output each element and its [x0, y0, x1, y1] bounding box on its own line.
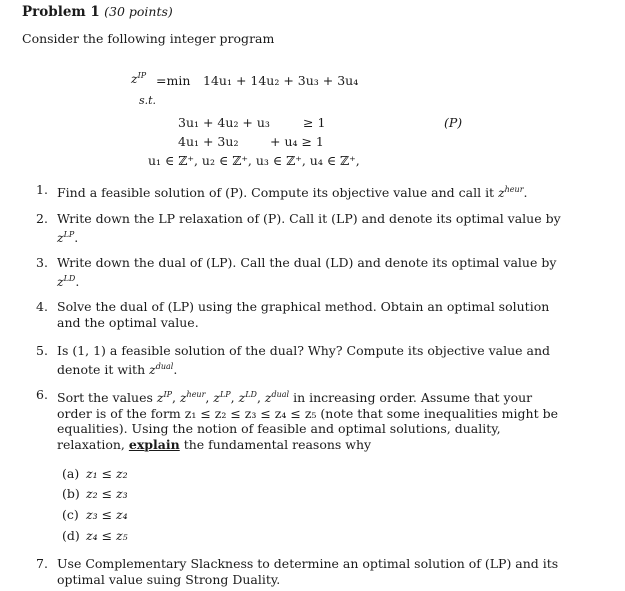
problem-number: Problem 1	[22, 4, 100, 20]
objective-min: =min	[156, 73, 191, 88]
constraint-1-lhs: 3u₁ + 4u₂ + u₃	[178, 115, 270, 130]
intro-text: Consider the following integer program	[22, 31, 275, 46]
item-text: Use Complementary Slackness to determine an optimal solution of (LP) and its optimal value suing Strong Duality.	[57, 556, 559, 587]
sub-item: (b) z₂ ≤ z₃	[62, 486, 128, 501]
integrality-constraints: u₁ ∈ ℤ⁺, u₂ ∈ ℤ⁺, u₃ ∈ ℤ⁺, u₄ ∈ ℤ⁺,	[148, 153, 360, 168]
sub-item: (d) z₄ ≤ z₅	[62, 528, 128, 543]
explain-keyword: explain	[128, 436, 180, 452]
constraint-2-rhs: + u₄ ≥ 1	[270, 134, 324, 149]
item-text: Solve the dual of (LP) using the graphical method. Obtain an optimal solution and the optimal value.	[57, 299, 550, 330]
problem-title	[22, 4, 173, 20]
item-text: Find a feasible solution of (P). Compute its objective value and call it $z^{heur}$.	[57, 185, 528, 201]
objective-lhs: $z^{IP}$	[131, 71, 147, 87]
sub-item: (c) z₃ ≤ z₄	[62, 507, 128, 522]
program-label: (P)	[444, 115, 463, 130]
constraint-1-rhs: ≥ 1	[303, 115, 326, 130]
subject-to: s.t.	[139, 94, 157, 107]
item-text: Sort the values $z^{IP}$, $z^{heur}$, $z^{LP}$, $z^{LD}$, $z^{dual}$ in increasing order. Assume that your order is of the form z₁ ≤ z₂ ≤ z₃ ≤ z₄ ≤ z₅ (note that some inequalities might be equalities). Using the notion of feasible and optimal solutions, duality, relaxation, explain the fundamental reasons why	[57, 390, 558, 452]
item-text: Write down the LP relaxation of (P). Call it (LP) and denote its optimal value by $z^{LP}$.	[57, 211, 561, 245]
constraint-2-lhs: 4u₁ + 3u₂	[178, 134, 239, 149]
objective-expression: 14u₁ + 14u₂ + 3u₃ + 3u₄	[203, 73, 359, 88]
item-text: Is (1, 1) a feasible solution of the dual? Why? Compute its objective value and denote it with $z^{dual}$.	[57, 343, 551, 377]
item-text: Write down the dual of (LP). Call the dual (LD) and denote its optimal value by $z^{LD}$.	[57, 255, 557, 289]
sub-item: (a) z₁ ≤ z₂	[62, 466, 128, 481]
problem-points: (30 points)	[104, 4, 173, 19]
